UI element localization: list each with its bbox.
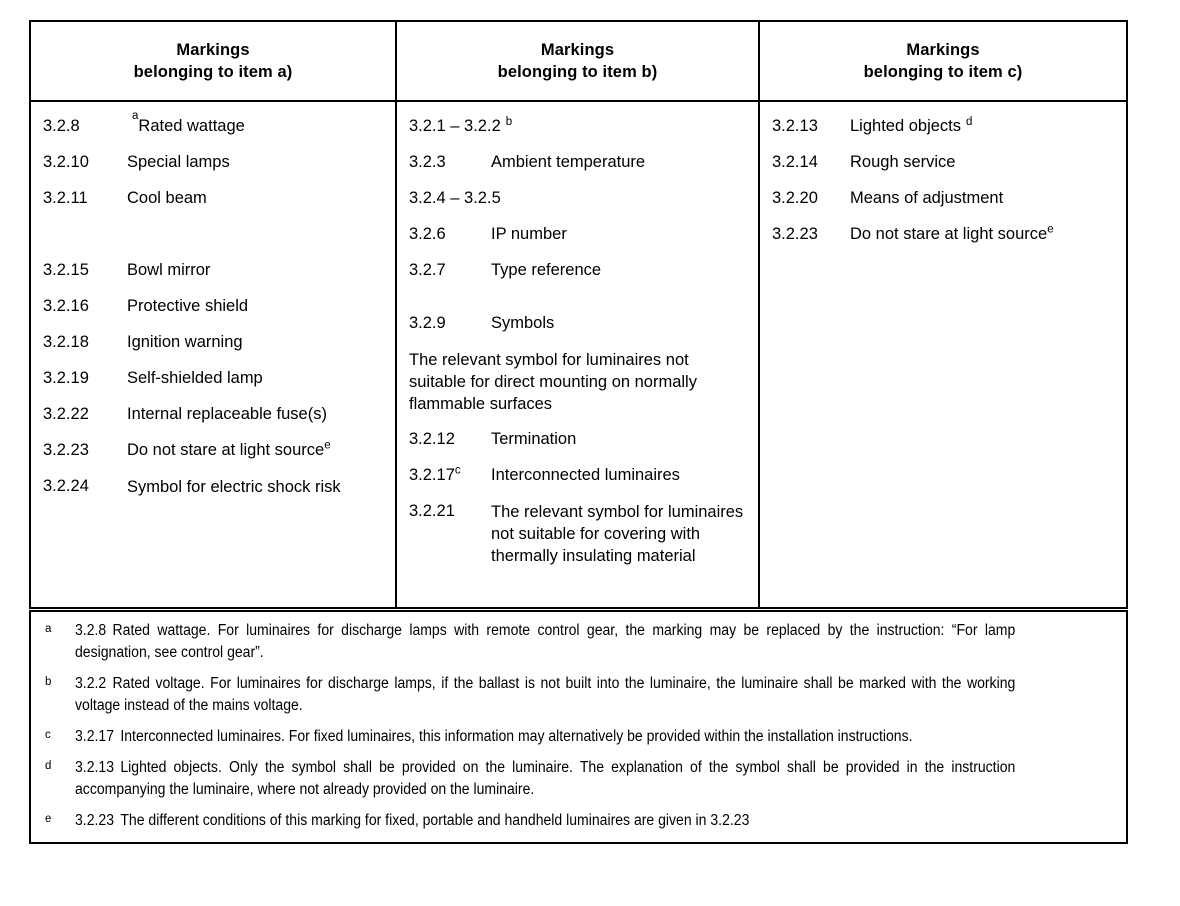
column-body-b: [397, 102, 760, 607]
marking-entry: [43, 404, 387, 424]
footnote-body: [75, 673, 1015, 717]
marking-label: [127, 440, 387, 460]
marking-label: The relevant symbol for luminaires not suitable for covering with thermally insulating material: [491, 503, 744, 565]
marking-entry: [43, 188, 387, 208]
footnote-marker: d: [45, 760, 52, 772]
marking-entry: [409, 116, 750, 136]
footnote-item: [41, 726, 1114, 748]
marking-entry: [772, 116, 1118, 136]
marking-label: Ignition warning: [127, 333, 243, 351]
footnote-text: Interconnected luminaires. For fixed luminaires, this information may alternatively be provided within the installation instructions.: [120, 728, 913, 745]
footnotes-box: [29, 610, 1128, 844]
marking-label: Type reference: [491, 261, 602, 279]
marking-entry: [409, 313, 750, 333]
blank-line: [43, 224, 387, 260]
footnote-ref: 3.2.2: [75, 675, 107, 692]
marking-entry: [409, 501, 750, 567]
column-c-title-line2: belonging to item c): [863, 63, 1023, 81]
table-header-row: [31, 22, 1126, 102]
column-a-title-line2: belonging to item a): [133, 63, 293, 81]
marking-label: Termination: [491, 430, 577, 448]
footnote-text: Rated voltage. For luminaires for discharge lamps, if the ballast is not built into the luminaire, the luminaire shall be marked with the working voltage instead of the mains voltage.: [75, 675, 1016, 714]
markings-table: [29, 20, 1128, 609]
table-body-row: [31, 102, 1126, 607]
marking-entry: [43, 332, 387, 352]
marking-code: 3.2.23: [43, 441, 89, 459]
column-c-title-line1: Markings: [906, 41, 980, 59]
marking-entry: [772, 224, 1118, 244]
marking-entry: 3.2.8 a Rated wattage: [43, 116, 387, 136]
column-body-c: [760, 102, 1126, 607]
footnote-text: The different conditions of this marking for fixed, portable and handheld luminaires are given in 3.2.23: [120, 812, 750, 829]
column-b-title-line1: Markings: [540, 41, 615, 59]
marking-label: Cool beam: [127, 189, 207, 207]
marking-code: 3.2.3: [409, 153, 446, 171]
marking-code: 3.2.16: [43, 297, 89, 315]
marking-entry: [43, 368, 387, 388]
marking-paragraph: The relevant symbol for luminaires not suitable for direct mounting on normally flammable surfaces: [409, 351, 697, 413]
marking-label: Self-shielded lamp: [127, 369, 263, 387]
marking-code: 3.2.11: [43, 189, 88, 207]
marking-label-text: Do not stare at light source: [850, 225, 1048, 243]
marking-label: Protective shield: [127, 297, 249, 315]
marking-label: Rough service: [850, 153, 956, 171]
marking-code: 3.2.20: [772, 189, 818, 207]
footnote-text: Lighted objects. Only the symbol shall be provided on the luminaire. The explanation of the symbol shall be provided in the instruction accompanying the luminaire, where not already provided on the luminaire.: [75, 759, 1016, 798]
footnote-ref-e: e: [324, 439, 331, 452]
marking-code: 3.2.24: [43, 477, 89, 495]
marking-code: 3.2.21: [409, 502, 455, 520]
footnote-marker: e: [45, 813, 52, 825]
marking-code: 3.2.6: [409, 225, 446, 243]
marking-code: 3.2.8: [43, 117, 80, 135]
footnote-ref-d: d: [966, 115, 973, 128]
marking-entry: [43, 440, 387, 460]
marking-label: IP number: [491, 225, 567, 243]
marking-label: Rated wattage: [138, 117, 245, 135]
marking-code: 3.2.23: [772, 225, 818, 243]
column-b-title-line2: belonging to item b): [497, 63, 658, 81]
footnote-ref: 3.2.13: [75, 759, 115, 776]
marking-label: [850, 116, 1118, 136]
column-header-b: [397, 22, 760, 100]
marking-label: Symbols: [491, 314, 555, 332]
marking-code: 3.2.7: [409, 261, 446, 279]
marking-entry: [409, 465, 750, 485]
marking-entry: [772, 188, 1118, 208]
column-body-a: [31, 102, 397, 607]
blank-line: [409, 296, 750, 313]
footnote-ref: 3.2.8: [75, 622, 107, 639]
marking-label: Bowl mirror: [127, 261, 211, 279]
footnote-item: [41, 810, 1114, 832]
footnote-ref: 3.2.23: [75, 812, 115, 829]
footnote-item: [41, 673, 1114, 717]
marking-label: Interconnected luminaires: [491, 466, 680, 484]
marking-label-text: Do not stare at light source: [127, 441, 325, 459]
marking-entry: [409, 188, 750, 208]
marking-entry: [409, 224, 750, 244]
marking-code-text: 3.2.17: [409, 466, 455, 484]
marking-entry: [43, 296, 387, 316]
footnote-marker: a: [45, 623, 52, 635]
marking-label: Symbol for electric shock risk: [127, 478, 341, 496]
marking-code: 3.2.22: [43, 405, 89, 423]
footnote-ref: 3.2.17: [75, 728, 115, 745]
footnote-body: [75, 620, 1015, 664]
column-header-c: [760, 22, 1126, 100]
marking-code: 3.2.19: [43, 369, 89, 387]
footnote-marker: c: [45, 729, 51, 741]
marking-code: 3.2.15: [43, 261, 89, 279]
footnote-item: [41, 757, 1114, 801]
marking-code: [409, 465, 491, 485]
marking-entry: [43, 476, 387, 498]
marking-label-text: Lighted objects: [850, 117, 961, 135]
marking-label: Ambient temperature: [491, 153, 646, 171]
marking-code: 3.2.4 – 3.2.5: [409, 189, 501, 207]
marking-code: 3.2.13: [772, 117, 818, 135]
marking-code: 3.2.12: [409, 430, 455, 448]
footnote-marker: b: [45, 676, 52, 688]
marking-code: 3.2.18: [43, 333, 89, 351]
footnote-body: [75, 757, 1015, 801]
footnote-body: [75, 726, 1015, 748]
marking-entry: [43, 260, 387, 280]
marking-label: Internal replaceable fuse(s): [127, 405, 327, 423]
footnote-item: [41, 620, 1114, 664]
footnote-text: Rated wattage. For luminaires for discharge lamps with remote control gear, the marking may be replaced by the instruction: “For lamp designation, see control gear”.: [75, 622, 1016, 661]
marking-code: 3.2.10: [43, 153, 89, 171]
marking-label: Special lamps: [127, 153, 230, 171]
marking-entry: [409, 429, 750, 449]
marking-label: Means of adjustment: [850, 189, 1004, 207]
marking-code: 3.2.9: [409, 314, 446, 332]
marking-label: [850, 224, 1118, 244]
marking-entry: [409, 260, 750, 280]
column-a-title-line1: Markings: [176, 41, 250, 59]
marking-code: 3.2.1 – 3.2.2: [409, 117, 501, 135]
marking-code: 3.2.14: [772, 153, 818, 171]
footnote-ref-c: c: [454, 464, 461, 477]
marking-entry: [772, 152, 1118, 172]
footnote-ref-b: b: [505, 115, 513, 128]
marking-entry: [43, 152, 387, 172]
footnote-body: [75, 810, 1015, 832]
marking-entry: [409, 152, 750, 172]
footnote-ref-e: e: [1047, 223, 1054, 236]
column-header-a: [31, 22, 397, 100]
